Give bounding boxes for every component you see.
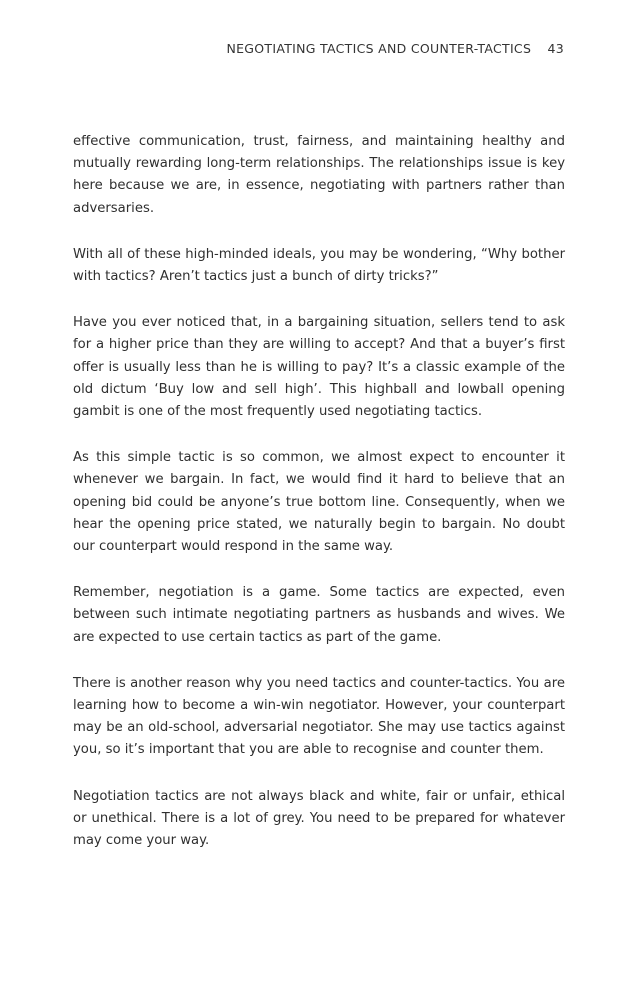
paragraph-3: Have you ever noticed that, in a bargaining situation, sellers tend to ask for a higher price than they are willing to accept? And that a buyer’s first offer is usually less than he is willing to pay? It’s a classic example of the old dictum ‘Buy low and sell high’. This highball and lowball opening gambit is one of the most frequently used negotiating tactics. [73,315,565,420]
running-header [226,41,564,56]
paragraph-1: effective communication, trust, fairness, and maintaining healthy and mutually rewarding long-term relationships. The relationships issue is key here because we are, in essence, negotiating with partners rather than adversaries. [73,134,565,216]
paragraph-4: As this simple tactic is so common, we almost expect to encounter it whenever we bargain. In fact, we would find it hard to believe that an opening bid could be anyone’s true bottom line. Consequently, when we hear the opening price stated, we naturally begin to bargain. No doubt our counterpart would respond in the same way. [73,450,565,555]
paragraph-6: There is another reason why you need tactics and counter-tactics. You are learning how to become a win-win negotiator. However, your counterpart may be an old-school, adversarial negotiator. She may use tactics against you, so it’s important that you are able to recognise and counter them. [73,675,565,758]
chapter-title: NEGOTIATING TACTICS AND COUNTER-TACTICS [226,41,532,56]
paragraph-7: Negotiation tactics are not always black and white, fair or unfair, ethical or unethical. There is a lot of grey. You need to be prepared for whatever may come your way. [73,788,565,849]
paragraph-2: With all of these high-minded ideals, you may be wondering, “Why bother with tactics? Aren’t tactics just a bunch of dirty tricks?” [73,246,565,285]
paragraph-5: Remember, negotiation is a game. Some tactics are expected, even between such intimate negotiating partners as husbands and wives. We are expected to use certain tactics as part of the game. [73,585,565,645]
body-text [73,131,565,876]
page-number: 43 [547,41,564,56]
